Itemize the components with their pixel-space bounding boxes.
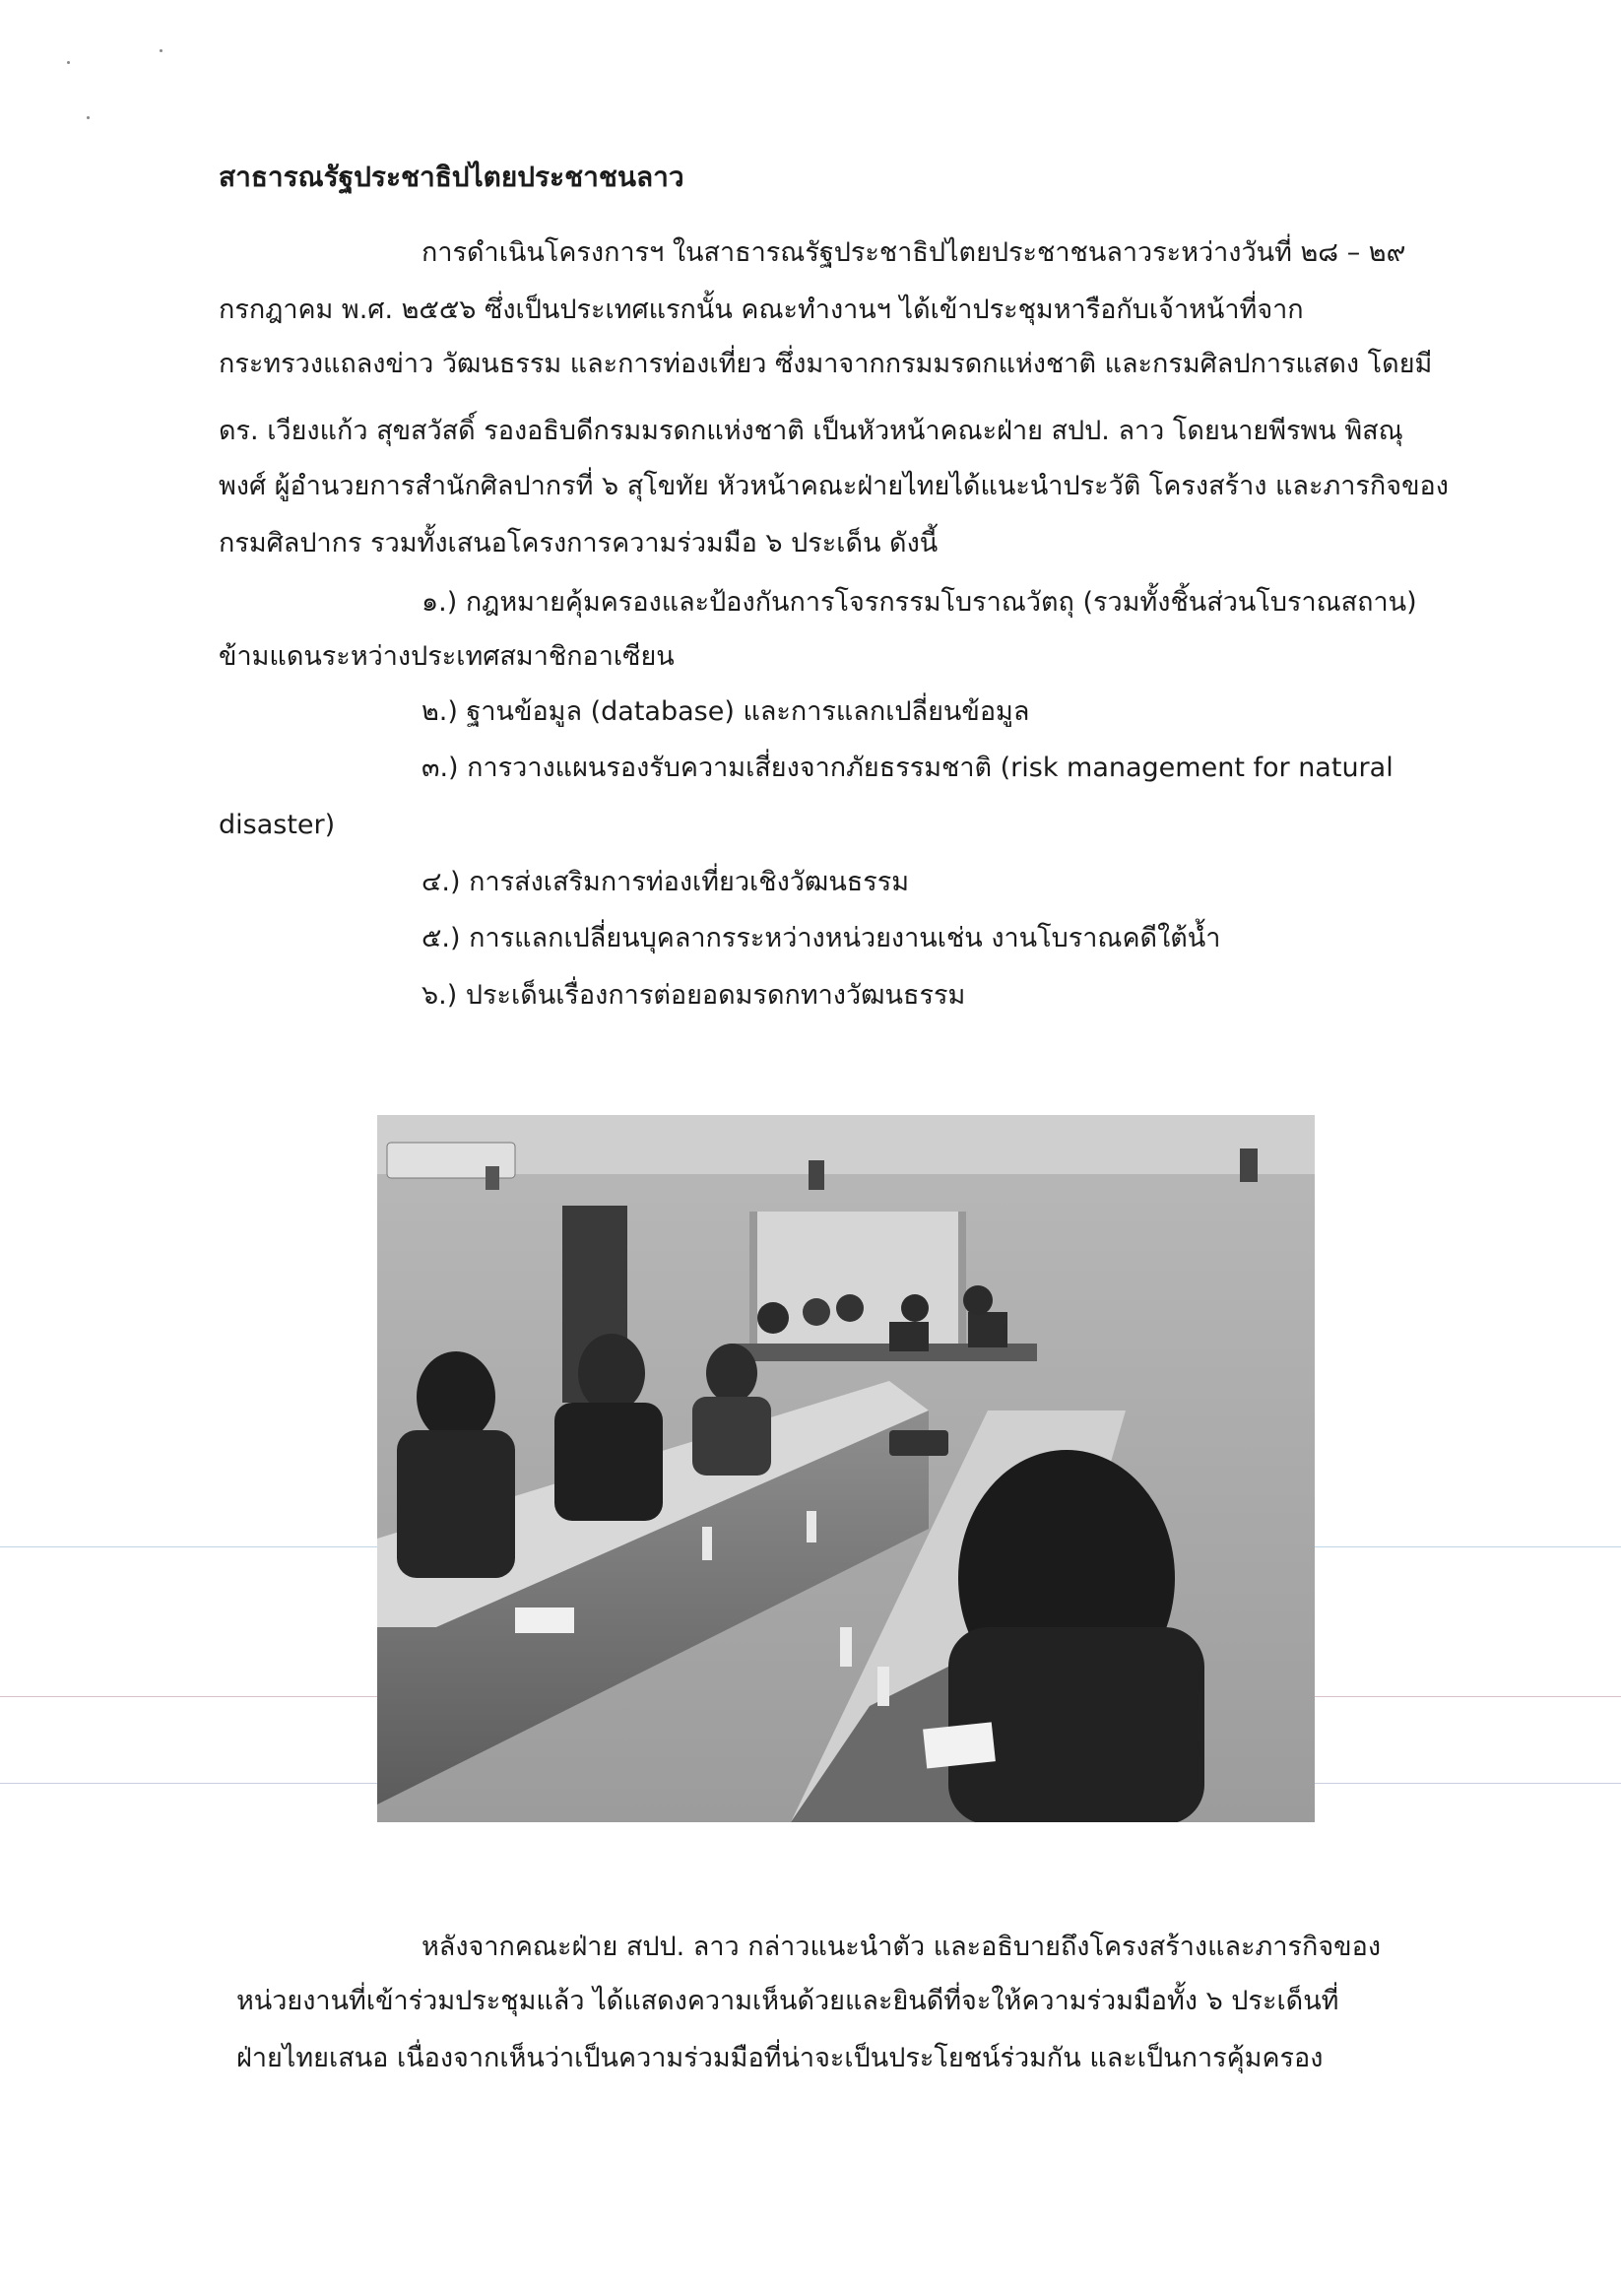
paragraph-line: กรกฎาคม พ.ศ. ๒๕๕๖ ซึ่งเป็นประเทศแรกนั้น คณะทำงานฯ ได้เข้าประชุมหารือกับเจ้าหน้าที่จาก [219,295,1304,325]
scan-speck [67,61,70,64]
list-item: ๓.) การวางแผนรองรับความเสี่ยงจากภัยธรรมชาติ (risk management for natural [421,753,1394,783]
list-item: ๒.) ฐานข้อมูล (database) และการแลกเปลี่ยนข้อมูล [421,696,1030,727]
section-heading: สาธารณรัฐประชาธิปไตยประชาชนลาว [219,161,684,193]
list-item: ๕.) การแลกเปลี่ยนบุคลากรระหว่างหน่วยงานเช่น งานโบราณคดีใต้น้ำ [421,923,1221,953]
paragraph-line: ดร. เวียงแก้ว สุขสวัสดิ์ รองอธิบดีกรมมรดกแห่งชาติ เป็นหัวหน้าคณะฝ่าย สปป. ลาว โดยนายพีรพน พิสณุ [219,416,1403,446]
paragraph-line: กรมศิลปากร รวมทั้งเสนอโครงการความร่วมมือ ๖ ประเด็น ดังนี้ [219,528,939,558]
scan-speck [87,116,90,119]
list-item: ๔.) การส่งเสริมการท่องเที่ยวเชิงวัฒนธรรม [421,867,910,897]
scan-speck [160,49,162,52]
paragraph-line: หน่วยงานที่เข้าร่วมประชุมแล้ว ได้แสดงความเห็นด้วยและยินดีที่จะให้ความร่วมมือทั้ง ๖ ประเด็นที่ [236,1986,1339,2016]
list-item: ๖.) ประเด็นเรื่องการต่อยอดมรดกทางวัฒนธรรม [421,980,966,1011]
paragraph-line: การดำเนินโครงการฯ ในสาธารณรัฐประชาธิปไตยประชาชนลาวระหว่างวันที่ ๒๘ – ๒๙ [421,237,1406,268]
list-item-continuation: disaster) [219,810,336,840]
list-item: ๑.) กฎหมายคุ้มครองและป้องกันการโจรกรรมโบราณวัตถุ (รวมทั้งชิ้นส่วนโบราณสถาน) [421,587,1417,618]
paragraph-line: พงศ์ ผู้อำนวยการสำนักศิลปากรที่ ๖ สุโขทัย หัวหน้าคณะฝ่ายไทยได้แนะนำประวัติ โครงสร้าง และภารกิจของ [219,471,1449,501]
paragraph-line: หลังจากคณะฝ่าย สปป. ลาว กล่าวแนะนำตัว และอธิบายถึงโครงสร้างและภารกิจของ [421,1932,1382,1962]
paragraph-line: กระทรวงแถลงข่าว วัฒนธรรม และการท่องเที่ยว ซึ่งมาจากกรมมรดกแห่งชาติ และกรมศิลปการแสดง โดยมี [219,349,1433,379]
meeting-photo [377,1115,1315,1822]
paragraph-line: ฝ่ายไทยเสนอ เนื่องจากเห็นว่าเป็นความร่วมมือที่น่าจะเป็นประโยชน์ร่วมกัน และเป็นการคุ้มครอง [236,2043,1324,2073]
list-item-continuation: ข้ามแดนระหว่างประเทศสมาชิกอาเซียน [219,641,675,672]
